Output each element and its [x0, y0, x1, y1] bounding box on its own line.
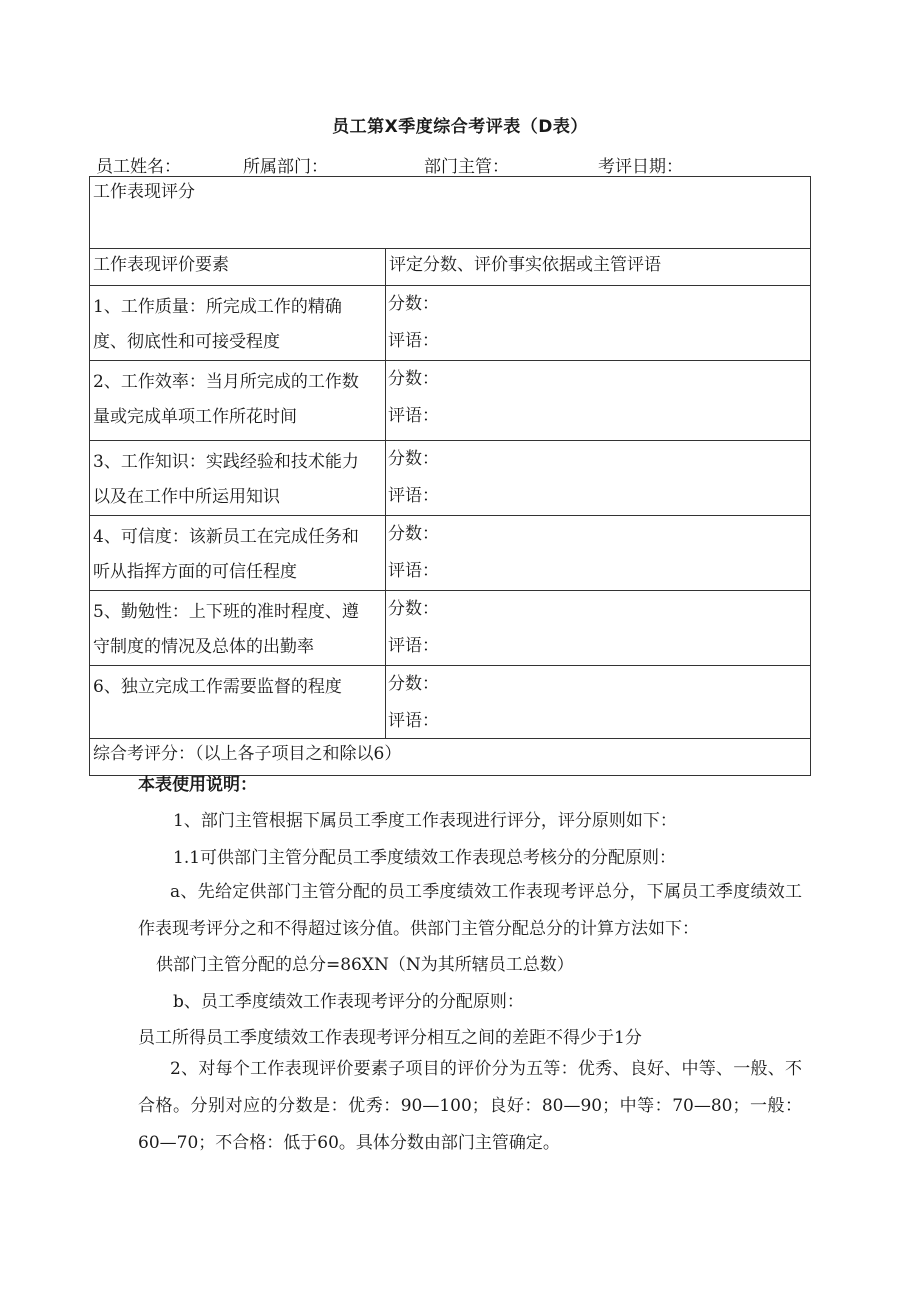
- factor-line: 4、可信度：该新员工在完成任务和: [93, 527, 359, 547]
- comment-field[interactable]: 评语：: [388, 636, 439, 656]
- score-field[interactable]: 分数：: [388, 599, 439, 619]
- table-row: [90, 361, 811, 441]
- score-field[interactable]: 分数：: [388, 449, 439, 469]
- factor-line: 5、勤勉性：上下班的准时程度、遵: [93, 602, 359, 622]
- factor-line: 1、工作质量：所完成工作的精确: [93, 297, 342, 317]
- factor-line: 度、彻底性和可接受程度: [93, 332, 280, 352]
- factor-line: 量或完成单项工作所花时间: [93, 407, 297, 427]
- score-field[interactable]: 分数：: [388, 369, 439, 389]
- note-1: 1、部门主管根据下属员工季度工作表现进行评分，评分原则如下：: [173, 811, 677, 831]
- comment-field[interactable]: 评语：: [388, 406, 439, 426]
- header-factor: 工作表现评价要素: [93, 255, 229, 275]
- section-title: 工作表现评分: [93, 182, 195, 202]
- review-date-label: 考评日期：: [598, 157, 683, 177]
- comment-field[interactable]: 评语：: [388, 711, 439, 731]
- score-field[interactable]: 分数：: [388, 294, 439, 314]
- header-score-cell: [386, 249, 811, 286]
- comment-field[interactable]: 评语：: [388, 486, 439, 506]
- factor-line: 以及在工作中所运用知识: [93, 487, 280, 507]
- score-field[interactable]: 分数：: [388, 674, 439, 694]
- employee-name-label: 员工姓名：: [96, 157, 181, 177]
- comment-field[interactable]: 评语：: [388, 561, 439, 581]
- supervisor-label: 部门主管：: [424, 157, 509, 177]
- header-score: 评定分数、评价事实依据或主管评语: [389, 255, 661, 275]
- table-row: [90, 286, 811, 361]
- note-2: 2、对每个工作表现评价要素子项目的评价分为五等：优秀、良好、中等、一般、不合格。分别对应的分数是：优秀：90—100；良好：80—90；中等：70—80；一般：60—70；不合格：低于60。具体分数由部门主管确定。: [138, 1059, 802, 1153]
- table-row: [90, 441, 811, 516]
- evaluation-table: [89, 176, 811, 776]
- header-factor-cell: [90, 249, 386, 286]
- department-label: 所属部门：: [243, 157, 328, 177]
- score-field[interactable]: 分数：: [388, 524, 439, 544]
- factor-line: 3、工作知识：实践经验和技术能力: [93, 452, 359, 472]
- formula-text: 供部门主管分配的总分=86XN（N为其所辖员工总数）: [156, 955, 574, 975]
- factor-line: 听从指挥方面的可信任程度: [93, 562, 297, 582]
- factor-line: 6、独立完成工作需要监督的程度: [93, 677, 342, 697]
- factor-line: 2、工作效率：当月所完成的工作数: [93, 372, 359, 392]
- factor-line: 守制度的情况及总体的出勤率: [93, 637, 314, 657]
- note-a: a、先给定供部门主管分配的员工季度绩效工作表现考评总分，下属员工季度绩效工作表现考评分之和不得超过该分值。供部门主管分配总分的计算方法如下：: [138, 882, 802, 939]
- summary-label: 综合考评分：（以上各子项目之和除以6）: [93, 744, 402, 764]
- page-title: 员工第X季度综合考评表（D表）: [332, 117, 588, 137]
- comment-field[interactable]: 评语：: [388, 331, 439, 351]
- note-b-rule: 员工所得员工季度绩效工作表现考评分相互之间的差距不得少于1分: [138, 1028, 642, 1048]
- note-1-1: 1.1可供部门主管分配员工季度绩效工作表现总考核分的分配原则：: [173, 848, 677, 868]
- section-title-cell: [90, 177, 811, 249]
- table-row: [90, 516, 811, 591]
- notes-title: 本表使用说明：: [138, 775, 257, 795]
- note-b: b、员工季度绩效工作表现考评分的分配原则：: [173, 992, 524, 1012]
- table-row: [90, 591, 811, 666]
- table-row: [90, 666, 811, 739]
